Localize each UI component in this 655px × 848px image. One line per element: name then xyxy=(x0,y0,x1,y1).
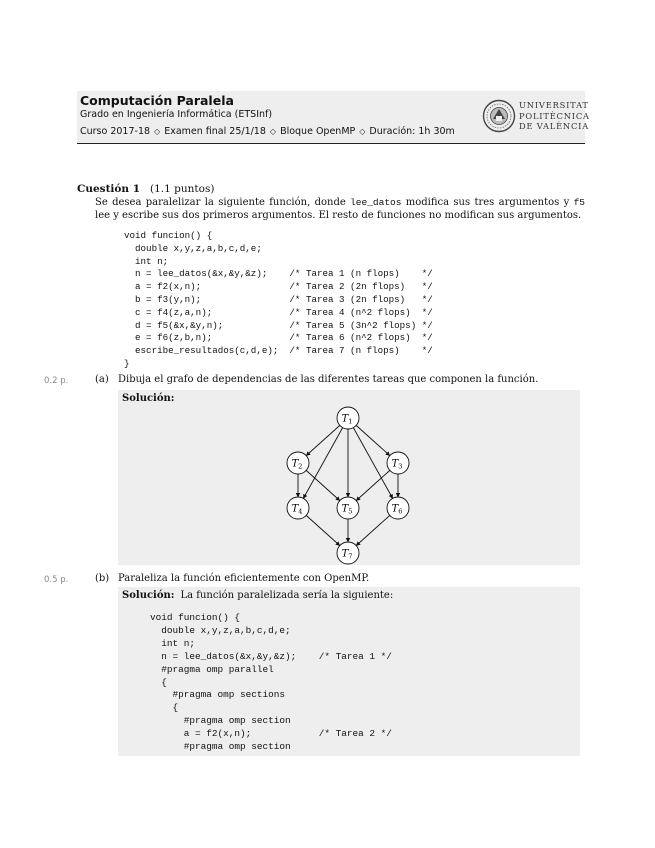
header-rule xyxy=(77,143,585,144)
degree-name: Grado en Ingeniería Informática (ETSInf) xyxy=(80,109,273,120)
code-line: void funcion() { xyxy=(124,230,213,241)
exam-info xyxy=(80,126,455,137)
inline-code: f5 xyxy=(573,197,585,208)
code-line: e = f6(z,b,n); /* Tarea 6 (n^2 flops) */ xyxy=(124,332,433,344)
part-a-label: (a) xyxy=(95,374,109,385)
graph-node-label: $T_2$ xyxy=(291,458,303,471)
graph-edge-T6-T7 xyxy=(356,515,390,545)
code-line: double x,y,z,a,b,c,d,e; xyxy=(124,242,262,254)
code-line: b = f3(y,n); /* Tarea 3 (2n flops) */ xyxy=(124,293,433,305)
graph-node-T1 xyxy=(337,407,359,429)
code-line: #pragma omp sections xyxy=(150,689,286,701)
inline-code: lee_datos xyxy=(350,197,402,208)
code-line: } xyxy=(124,357,130,369)
exam-year: Curso 2017-18 xyxy=(80,126,151,137)
separator-icon: ◇ xyxy=(154,127,161,136)
code-line: #pragma omp parallel xyxy=(150,663,274,675)
dependency-graph xyxy=(118,390,580,565)
part-b-label: (b) xyxy=(95,573,110,584)
question-text: Se desea paralelizar la siguiente función, donde lee_datos modifica sus tres argumentos y f5 lee y escribe sus dos primeros argumentos. El resto de funciones no modifican sus argumentos. xyxy=(95,197,585,221)
graph-edge-T3-T5 xyxy=(356,470,390,500)
separator-icon: ◇ xyxy=(359,127,366,136)
code-line: int n; xyxy=(150,637,196,649)
question-number: Cuestión 1 xyxy=(77,183,141,195)
code-listing xyxy=(124,230,433,371)
graph-node-label: $T_1$ xyxy=(341,413,353,426)
code-line: c = f4(z,a,n); /* Tarea 4 (n^2 flops) */ xyxy=(124,306,433,318)
code-line: #pragma omp section xyxy=(150,741,291,753)
graph-edge-T4-T7 xyxy=(306,515,340,545)
part-b-points: 0.5 p. xyxy=(44,575,69,585)
question-points: (1.1 puntos) xyxy=(150,183,215,195)
part-a-points: 0.2 p. xyxy=(44,376,69,386)
code-line: a = f2(x,n); /* Tarea 2 */ xyxy=(150,728,392,740)
graph-node-label: $T_5$ xyxy=(341,503,353,516)
graph-node-label: $T_4$ xyxy=(291,503,303,516)
graph-edge-T1-T2 xyxy=(306,425,340,455)
exam-block: Bloque OpenMP xyxy=(280,126,356,137)
graph-node-label: $T_6$ xyxy=(391,503,403,516)
code-line: a = f2(x,n); /* Tarea 2 (2n flops) */ xyxy=(124,281,433,293)
code-line: escribe_resultados(c,d,e); /* Tarea 7 (n flops) */ xyxy=(124,345,433,357)
exam-date: Examen final 25/1/18 xyxy=(164,126,266,137)
part-b-text: Paraleliza la función eficientemente con OpenMP. xyxy=(118,573,370,584)
code-line: int n; xyxy=(124,255,169,267)
graph-node-T6 xyxy=(387,497,409,519)
graph-edge-T1-T3 xyxy=(356,425,390,455)
graph-node-T4 xyxy=(287,497,309,519)
logo-text: UNIVERSITAT POLITÈCNICA DE VALÈNCIA xyxy=(519,100,590,131)
part-a-text: Dibuja el grafo de dependencias de las diferentes tareas que componen la función. xyxy=(118,374,539,385)
code-line: double x,y,z,a,b,c,d,e; xyxy=(150,624,291,636)
solution-title: Solución: La función paralelizada sería la siguiente: xyxy=(122,590,394,601)
solution-box-a xyxy=(118,390,580,565)
code-line: { xyxy=(150,702,179,714)
solution-title: Solución: xyxy=(122,393,175,404)
exam-duration: Duración: 1h 30m xyxy=(369,126,455,137)
solution-intro: La función paralelizada sería la siguiente: xyxy=(180,590,394,601)
graph-node-T7 xyxy=(337,542,359,564)
course-title: Computación Paralela xyxy=(80,93,234,108)
code-line: { xyxy=(150,676,167,688)
seal-icon xyxy=(482,99,516,133)
code-line: n = lee_datos(&x,&y,&z); /* Tarea 1 (n flops) */ xyxy=(124,268,433,280)
graph-node-T5 xyxy=(337,497,359,519)
solution-code xyxy=(150,612,392,754)
separator-icon: ◇ xyxy=(269,127,277,136)
code-line: n = lee_datos(&x,&y,&z); /* Tarea 1 */ xyxy=(150,650,392,662)
code-line: void funcion() { xyxy=(150,612,241,623)
code-line: d = f5(&x,&y,n); /* Tarea 5 (3n^2 flops) */ xyxy=(124,319,433,331)
code-line: #pragma omp section xyxy=(150,715,291,727)
question-title xyxy=(77,183,214,195)
graph-node-T2 xyxy=(287,452,309,474)
university-logo xyxy=(482,99,590,135)
graph-node-label: $T_3$ xyxy=(391,458,403,471)
graph-node-T3 xyxy=(387,452,409,474)
graph-node-label: $T_7$ xyxy=(341,548,353,561)
graph-edge-T2-T5 xyxy=(306,470,340,500)
